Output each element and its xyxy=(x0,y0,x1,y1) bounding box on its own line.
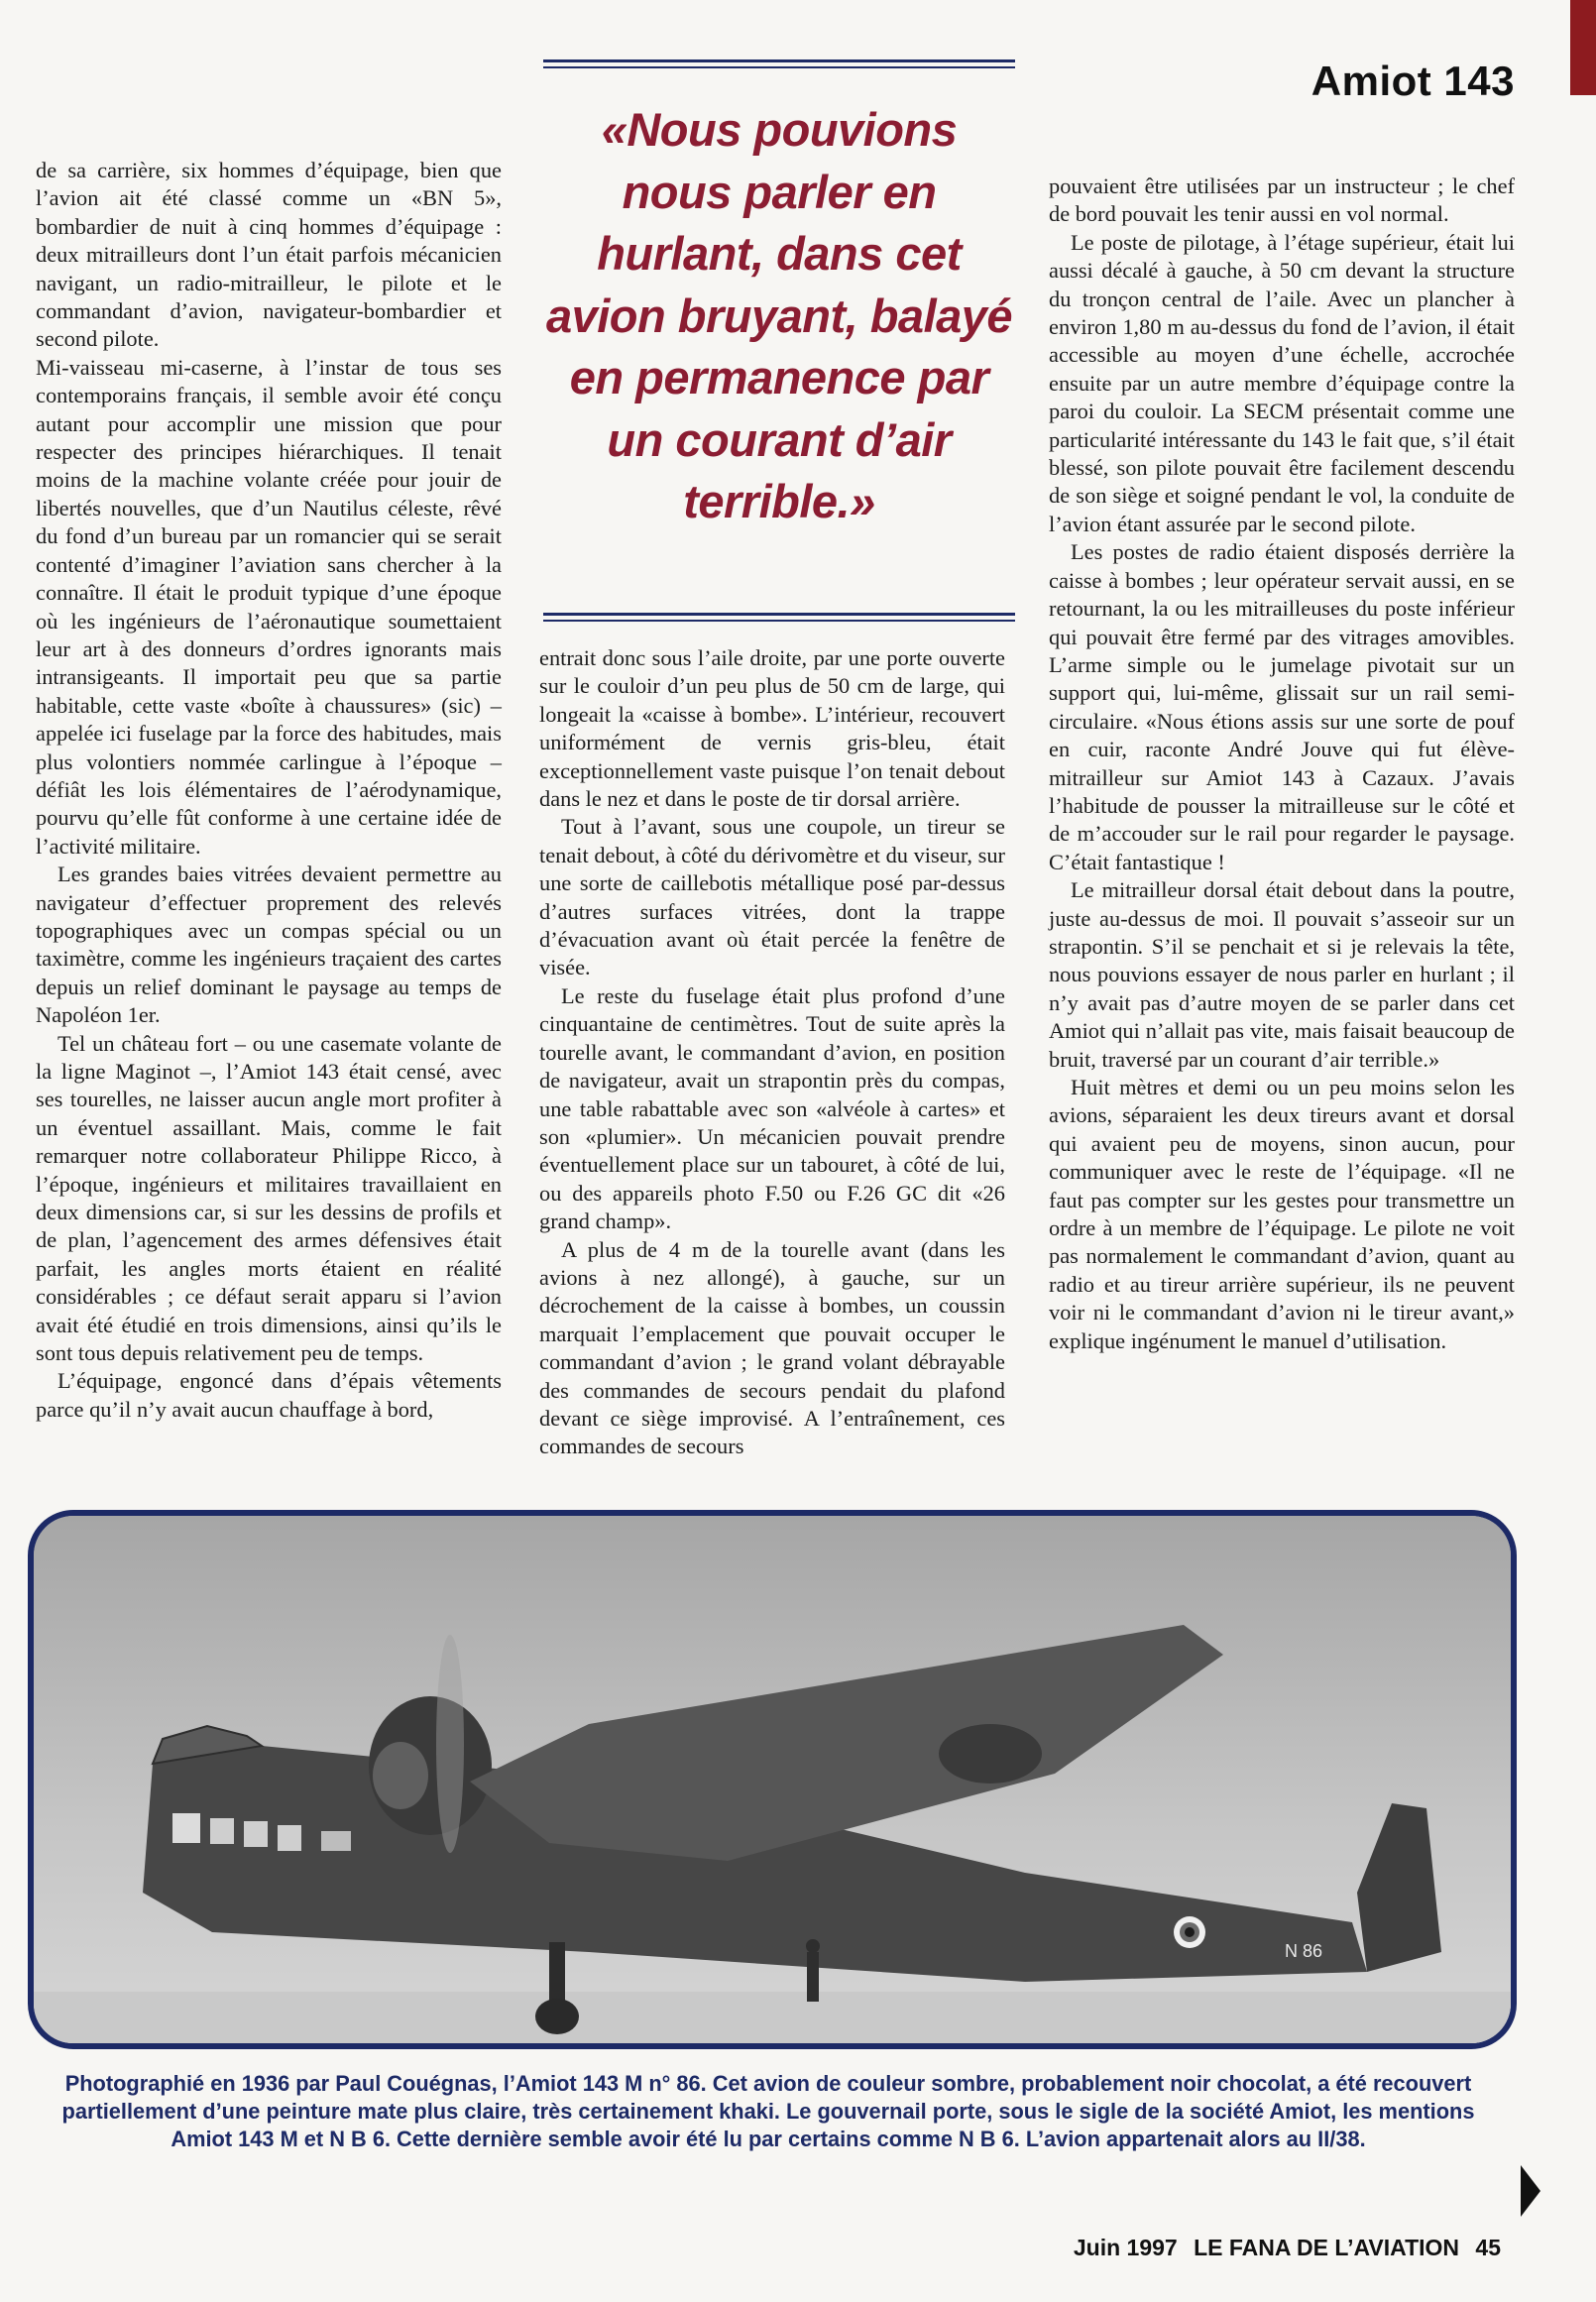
article-column-2 xyxy=(539,644,1005,1461)
paragraph: Le reste du fuselage était plus profond d’une cinquantaine de centimètres. Tout de suite après la tourelle avant, le commandant d’avion, en position de navigateur, avait un strapontin près du compas, une table rabattable avec son «alvéole à cartes» et son «plumier». Un mécanicien pouvait prendre éventuellement place sur un tabouret, à côté de lui, ou des appareils photo F.50 ou F.26 GC dit «26 grand champ». xyxy=(539,982,1005,1234)
paragraph: Les postes de radio étaient disposés derrière la caisse à bombes ; leur opérateur servait aussi, en se retournant, la ou les mitrailleuses du poste inférieur qui pouvait être fermé par des vitrages amovibles. L’arme simple ou le jumelage pivotait sur un support qui, lui-même, glissait sur un rail semi-circulaire. «Nous étions assis sur une sorte de pouf en cuir, raconte André Jouve qui fut élève-mitrailleur sur Amiot 143 à Cazaux. J’avais l’habitude de pousser la mitrailleuse sur le côté et de m’accouder sur le rail pour regarder le paysage. C’était fantastique ! xyxy=(1049,539,1515,874)
paragraph: Les grandes baies vitrées devaient permettre au navigateur d’effectuer proprement des relevés topographiques avec un compas spécial ou un taximètre, comme les ingénieurs traçaient des cartes depuis un relief dominant le paysage au temps de Napoléon 1er. xyxy=(36,862,502,1028)
paragraph: pouvaient être utilisées par un instructeur ; le chef de bord pouvait les tenir aussi en vol normal. xyxy=(1049,173,1515,227)
aircraft-photo-icon xyxy=(34,1516,1511,2043)
paragraph: entrait donc sous l’aile droite, par une porte ouverte sur le couloir d’un peu plus de 50 cm de large, qui longeait la «caisse à bombe». L’intérieur, recouvert uniformément de vernis gris-bleu, était exceptionnellement vaste puisque l’on tenait debout dans le nez et dans le poste de tir dorsal arrière. xyxy=(539,645,1005,812)
paragraph: Tout à l’avant, sous une coupole, un tireur se tenait debout, à côté du dérivomètre et du viseur, sur une sorte de caillebotis métallique posé par-dessus d’autres surfaces vitrées, dont la trappe d’évacuation avant où était percée la fenêtre de visée. xyxy=(539,814,1005,980)
paragraph: Huit mètres et demi ou un peu moins selon les avions, séparaient les deux tireurs avant et dorsal qui avaient peu de moyens, sinon aucun, pour communiquer avec le reste de l’équipage. «Il ne faut pas compter sur les gestes pour transmettre un ordre à un membre de l’équipage. Le pilote ne voit pas normalement le commandant d’avion, quant au radio et au tireur arrière supérieur, ils ne peuvent voir ni le commandant d’avion ni le tireur avant,» explique ingénument le manuel d’utilisation. xyxy=(1049,1075,1515,1353)
pull-quote-rule-bottom xyxy=(543,613,1015,622)
page-footer xyxy=(1074,2235,1501,2261)
paragraph: Le poste de pilotage, à l’étage supérieur, était lui aussi décalé à gauche, à 50 cm devant la structure du tronçon central de l’aile. Avec un plancher à environ 1,80 m au-dessus du fond de l’avion, il était accessible au moyen d’une échelle, accrochée ensuite par un autre membre d’équipage contre la paroi du couloir. La SECM présentait comme une particularité intéressante du 143 le fait que, s’il était blessé, son pilote pouvait être facilement descendu de son siège et soigné pendant le vol, la conduite de l’avion étant assurée par le second pilote. xyxy=(1049,229,1515,536)
footer-page-number: 45 xyxy=(1475,2235,1501,2260)
footer-magazine: LE FANA DE L’AVIATION xyxy=(1194,2235,1460,2260)
rudder-code-text: N 86 xyxy=(1285,1941,1323,1961)
section-corner-tab xyxy=(1570,0,1596,95)
footer-date: Juin 1997 xyxy=(1073,2235,1178,2260)
paragraph: L’équipage, engoncé dans d’épais vêtements parce qu’il n’y avait aucun chauffage à bord, xyxy=(36,1368,502,1422)
paragraph: Tel un château fort – ou une casemate volante de la ligne Maginot –, l’Amiot 143 était censé, avec ses tourelles, ne laisser aucun angle mort profiter à un éventuel assaillant. Mais, comme le fait remarquer notre collaborateur Philippe Ricco, à l’époque, ingénieurs et militaires travaillaient en deux dimensions car, si sur les dessins de profils et de plan, l’agencement des armes défensives était parfait, les angles morts étaient en réalité considérables ; ce défaut serait apparu si l’avion avait été étudié en trois dimensions, ainsi qu’ils le sont tous depuis relativement peu de temps. xyxy=(36,1030,502,1366)
article-column-1 xyxy=(36,157,502,1424)
article-column-3 xyxy=(1049,173,1515,1355)
amiot-143-photo xyxy=(28,1510,1517,2049)
paragraph: de sa carrière, six hommes d’équipage, bien que l’avion ait été classé comme un «BN 5», bombardier de nuit à cinq hommes d’équipage : deux mitrailleurs dont l’un était parfois mécanicien navigant, un radio-mitrailleur, le pilote et le commandant d’avion, navigateur-bombardier et second pilote. xyxy=(36,158,502,352)
page-header-title: Amiot 143 xyxy=(1311,58,1515,104)
photo-caption: Photographié en 1936 par Paul Couégnas, l’Amiot 143 M n° 86. Cet avion de couleur sombre, probablement noir chocolat, a été recouvert partiellement d’une peinture mate plus claire, très certainement khaki. Le gouvernail porte, sous le sigle de la société Amiot, les mentions Amiot 143 M et N B 6. Cette dernière semble avoir été lu par certains comme N B 6. L’avion appartenait alors au II/38. xyxy=(61,2071,1475,2151)
continue-arrow-icon xyxy=(1521,2165,1540,2217)
pull-quote: «Nous pouvions nous parler en hurlant, dans cet avion bruyant, balayé en permanence par un courant d’air terrible.» xyxy=(545,103,1013,527)
pull-quote-rule-top xyxy=(543,59,1015,68)
paragraph: Le mitrailleur dorsal était debout dans la poutre, juste au-dessus de moi. Il pouvait s’asseoir sur un strapontin. S’il se penchait et si je relevais la tête, nous pouvions essayer de nous parler en hurlant ; il n’y avait pas d’autre moyen de se parler dans cet Amiot qui n’allait pas vite, mais faisait beaucoup de bruit, traversé par un courant d’air terrible.» xyxy=(1049,877,1515,1072)
paragraph: Mi-vaisseau mi-caserne, à l’instar de tous ses contemporains français, il semble avoir été conçu autant pour accomplir une mission que pour respecter des principes hiérarchiques. Il tenait moins de la machine volante créée pour jouir de libertés nouvelles, que d’un Nautilus céleste, rêvé du fond d’un bureau par un romancier qui se serait contenté d’imaginer l’aviation sans chercher à la connaître. Il était le produit typique d’une époque où les ingénieurs de l’aéronautique soumettaient leur art à des donneurs d’ordres ignorants mais intransigeants. Il importait peu que sa partie habitable, cette vaste «boîte à chaussures» (sic) – appelée ici fuselage par la force des habitudes, mais plus volontiers nommée carlingue à l’époque – défiât les lois élémentaires de l’aérodynamique, pourvu qu’elle fût conforme à une certaine idée de l’activité militaire. xyxy=(36,354,502,859)
paragraph: A plus de 4 m de la tourelle avant (dans les avions à nez allongé), à gauche, sur un décrochement de la caisse à bombes, un coussin marquait l’emplacement que pouvait occuper le commandant d’avion ; le grand volant débrayable des commandes de secours pendait du plafond devant ce siège improvisé. A l’entraînement, ces commandes de secours xyxy=(539,1236,1005,1459)
